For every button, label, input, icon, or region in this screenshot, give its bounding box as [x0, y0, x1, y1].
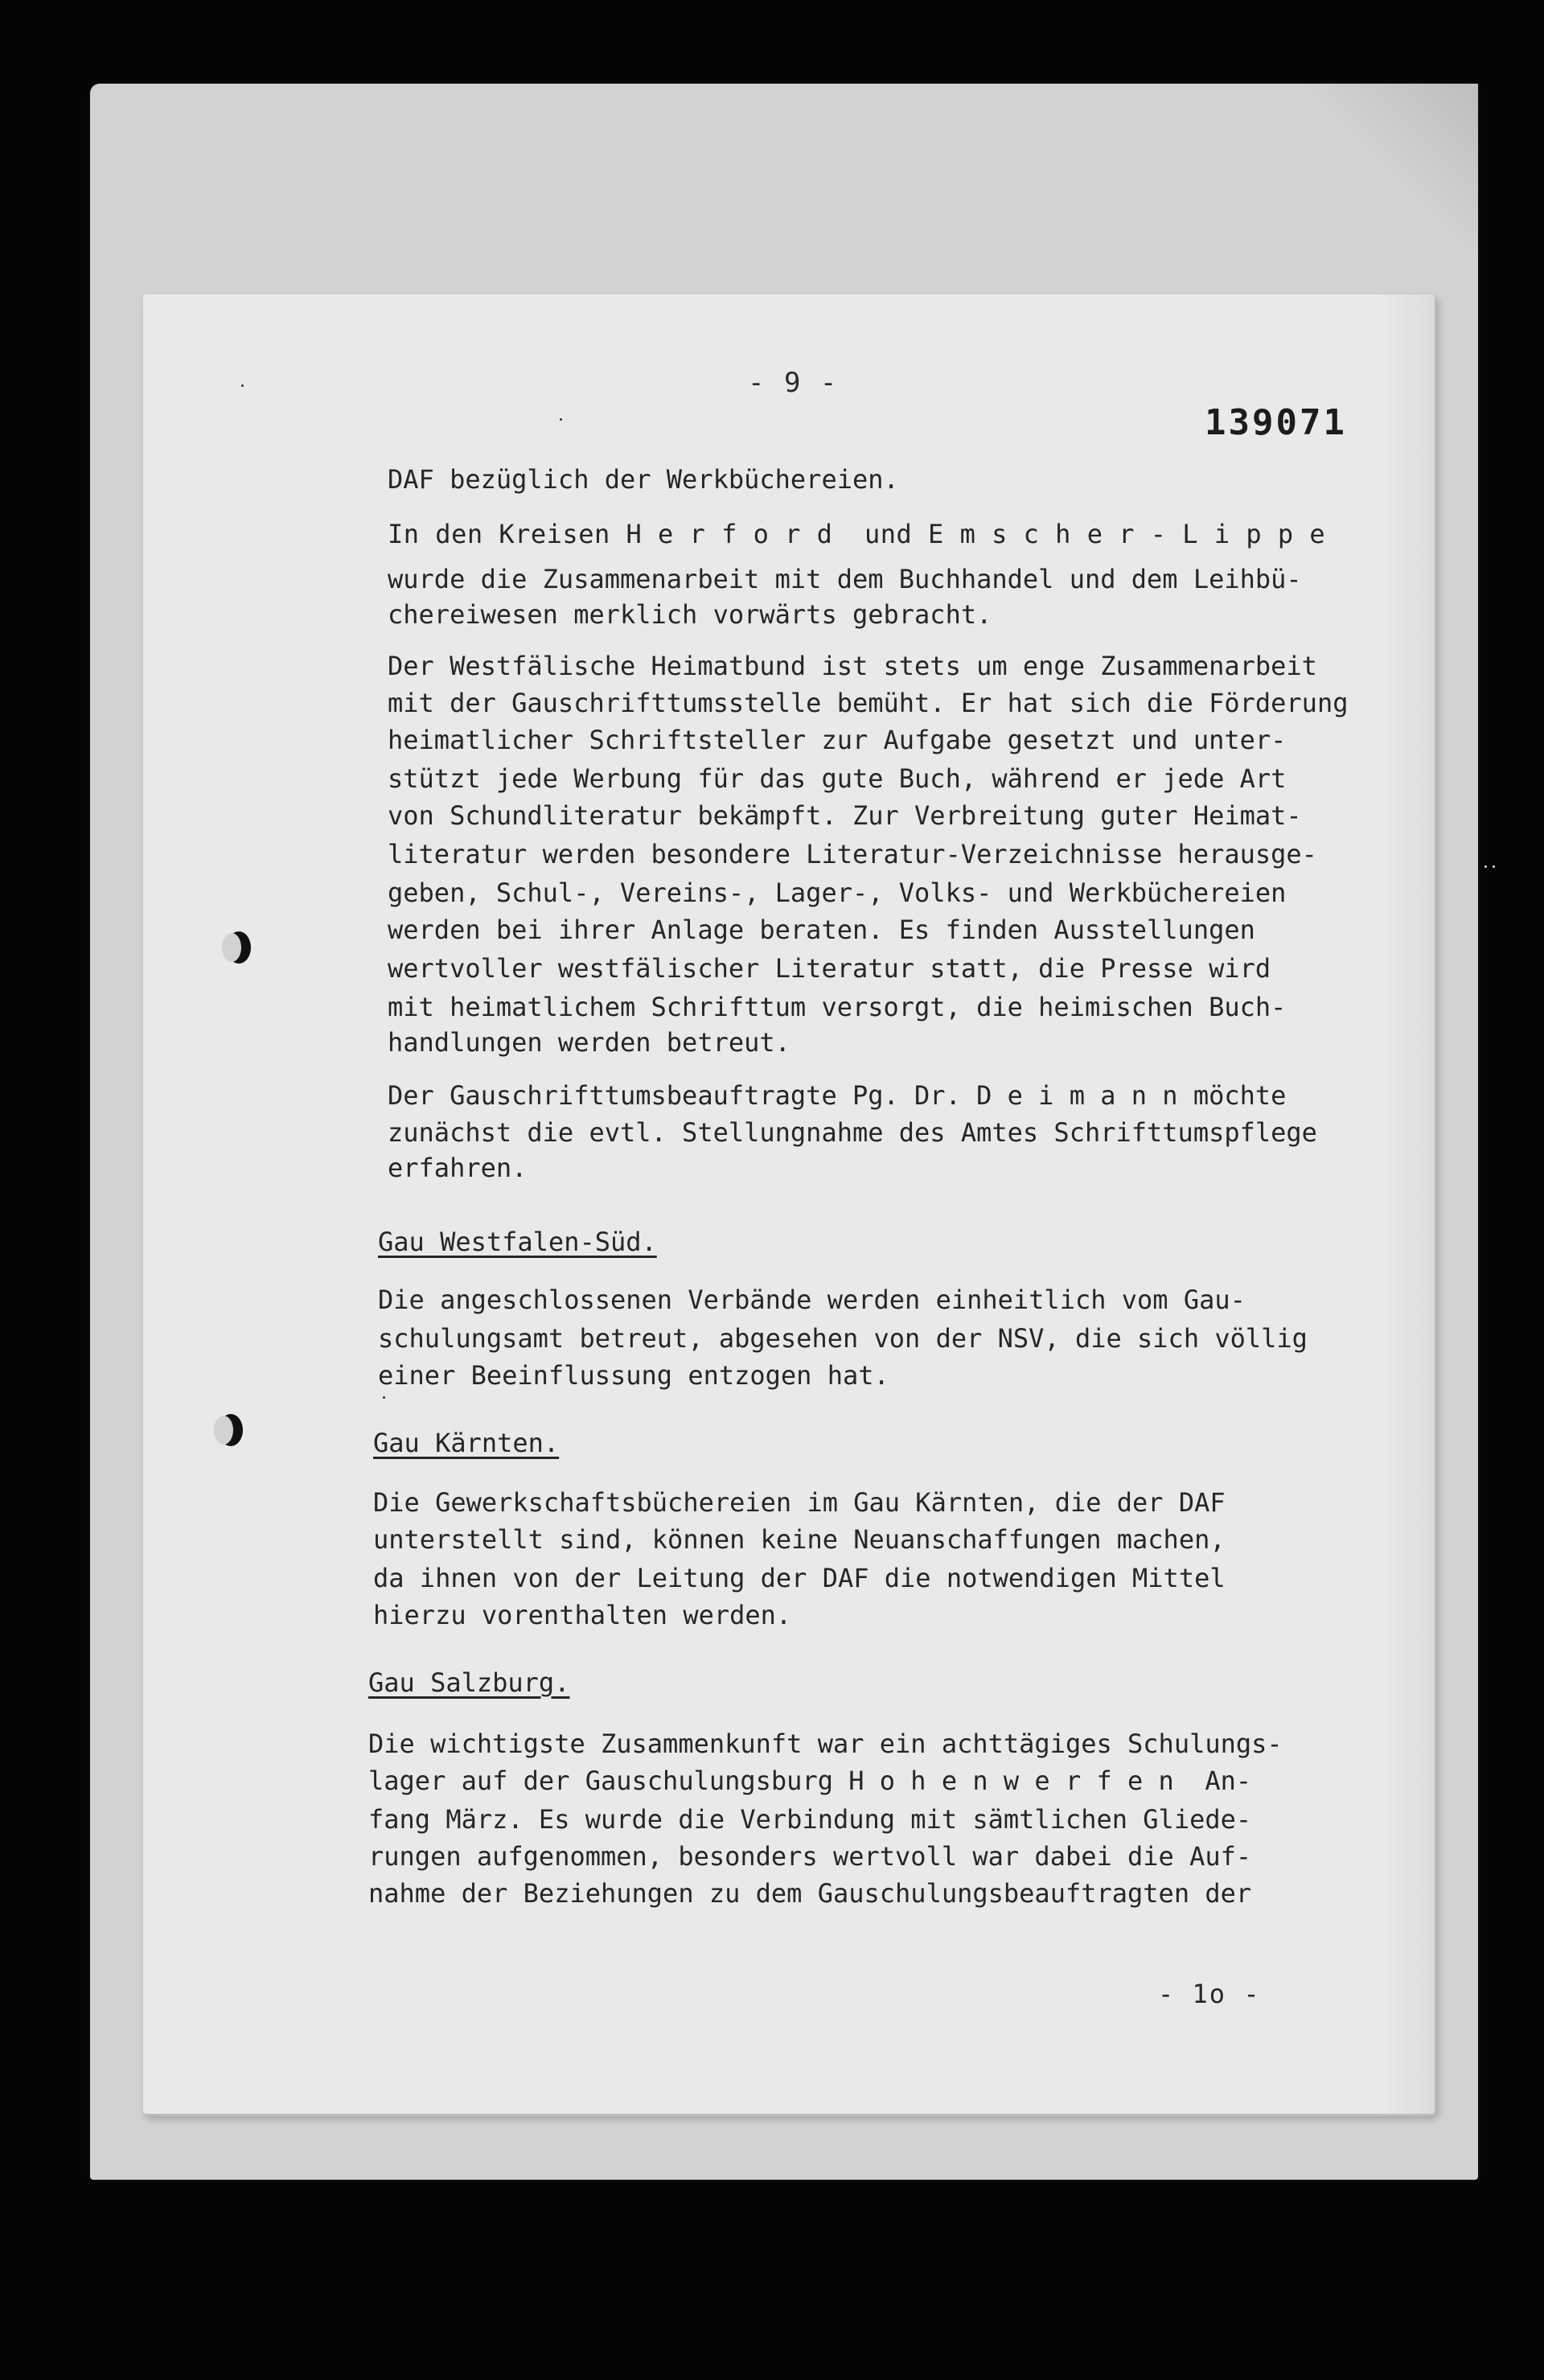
body-line: mit heimatlichem Schrifttum versorgt, die heimischen Buch-: [388, 992, 1287, 1022]
body-line: Der Westfälische Heimatbund ist stets um enge Zusammenarbeit: [388, 651, 1317, 681]
document-number: 139071: [1205, 402, 1347, 443]
page-number: - 9 -: [748, 367, 839, 399]
body-line: wertvoller westfälischer Literatur statt, die Presse wird: [388, 953, 1271, 984]
body-line: Die Gewerkschaftsbüchereien im Gau Kärnten, die der DAF: [373, 1487, 1226, 1518]
paper-speck: [1484, 865, 1487, 868]
body-line: von Schundliteratur bekämpft. Zur Verbreitung guter Heimat-: [388, 800, 1302, 831]
punch-hole-icon: [227, 931, 251, 964]
body-line: rungen aufgenommen, besonders wertvoll war dabei die Auf-: [368, 1841, 1252, 1872]
body-line: einer Beeinflussung entzogen hat.: [378, 1360, 889, 1391]
body-line: handlungen werden betreut.: [388, 1027, 790, 1058]
body-line: unterstellt sind, können keine Neuanschaffungen machen,: [373, 1524, 1226, 1555]
body-line: DAF bezüglich der Werkbüchereien.: [388, 464, 899, 495]
body-line: mit der Gauschrifttumsstelle bemüht. Er hat sich die Förderung: [388, 688, 1349, 718]
section-heading-salzburg: Gau Salzburg.: [368, 1667, 570, 1698]
paper-edge-shade: [1378, 294, 1435, 2114]
section-heading-kaernten: Gau Kärnten.: [373, 1428, 560, 1458]
paper-fold-shade: [1269, 84, 1478, 325]
body-line: geben, Schul-, Vereins-, Lager-, Volks- und Werkbüchereien: [388, 878, 1287, 908]
body-line: erfahren.: [388, 1153, 528, 1183]
body-line: heimatlicher Schriftsteller zur Aufgabe gesetzt und unter-: [388, 725, 1287, 755]
paper-speck: [1493, 865, 1495, 868]
body-line: werden bei ihrer Anlage beraten. Es finden Ausstellungen: [388, 915, 1255, 945]
body-line: wurde die Zusammenarbeit mit dem Buchhandel und dem Leihbü-: [388, 564, 1302, 594]
body-line: literatur werden besondere Literatur-Verzeichnisse herausge-: [388, 839, 1317, 869]
body-line: Die angeschlossenen Verbände werden einheitlich vom Gau-: [378, 1285, 1246, 1315]
body-line: nahme der Beziehungen zu dem Gauschulungsbeauftragten der: [368, 1878, 1252, 1909]
paper-speck: [241, 384, 244, 387]
body-line: chereiwesen merklich vorwärts gebracht.: [388, 599, 992, 630]
next-page-marker: - 1o -: [1158, 1979, 1261, 2009]
body-line: da ihnen von der Leitung der DAF die notwendigen Mittel: [373, 1563, 1226, 1593]
paper-speck: [383, 1396, 385, 1399]
body-line: hierzu vorenthalten werden.: [373, 1600, 792, 1630]
body-line: In den Kreisen H e r f o r d und E m s c h e r - L i p p e: [388, 519, 1326, 549]
body-line: zunächst die evtl. Stellungnahme des Amtes Schrifttumspflege: [388, 1117, 1317, 1148]
body-line: lager auf der Gauschulungsburg H o h e n w e r f e n An-: [368, 1765, 1252, 1796]
body-line: Der Gauschrifttumsbeauftragte Pg. Dr. D e i m a n n möchte: [388, 1080, 1287, 1111]
section-heading-westfalen: Gau Westfalen-Süd.: [378, 1227, 657, 1257]
body-line: stützt jede Werbung für das gute Buch, während er jede Art: [388, 763, 1287, 794]
punch-hole-icon: [219, 1414, 243, 1446]
body-line: fang März. Es wurde die Verbindung mit sämtlichen Gliede-: [368, 1804, 1252, 1835]
body-line: Die wichtigste Zusammenkunft war ein achttägiges Schulungs-: [368, 1728, 1283, 1759]
body-line: schulungsamt betreut, abgesehen von der NSV, die sich völlig: [378, 1323, 1308, 1354]
paper-speck: [560, 418, 562, 421]
